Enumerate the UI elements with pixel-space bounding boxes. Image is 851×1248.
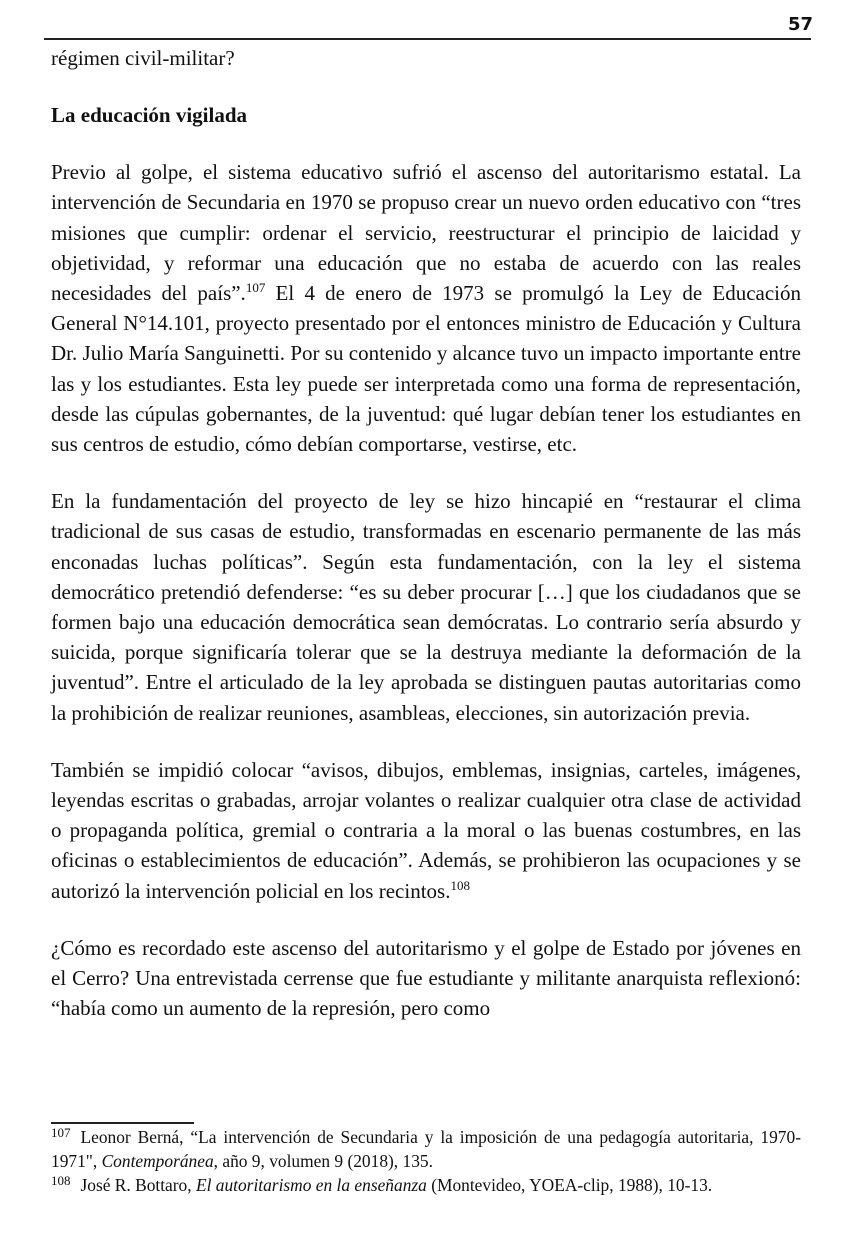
paragraph-1-text-a: Previo al golpe, el sistema educativo sufrió el ascenso del autoritarismo estatal. La intervención de Secundaria en 1970 se propuso crear un nuevo orden educativo con “tres misiones que cumplir: ordenar el servicio, reestructurar el principio de laicidad y objetividad, y reformar una educación que no estaba de acuerdo con las reales necesidades del país”. [51, 160, 801, 306]
paragraph-3-text: También se impidió colocar “avisos, dibujos, emblemas, insignias, carteles, imágenes, leyendas escritas o grabadas, arrojar volantes o realizar cualquier otra clase de actividad o propaganda política, gremial o contraria a la moral o las buenas costumbres, en las oficinas o establecimientos de educación”. Además, se prohibieron las ocupaciones y se autorizó la intervención policial en los recintos. [51, 757, 801, 903]
footnote-text: , año 9, volumen 9 (2018), 135. [213, 1151, 433, 1171]
footnote-108 [51, 1173, 801, 1197]
footnote-title: Contemporánea [101, 1151, 214, 1171]
footnote-text: José R. Bottaro, [80, 1175, 196, 1195]
footnote-107 [51, 1125, 801, 1173]
footnote-text: (Montevideo, YOEA-clip, 1988), 10-13. [426, 1175, 713, 1195]
section-heading: La educación vigilada [51, 103, 248, 128]
lead-in-text: régimen civil-militar? [51, 46, 235, 70]
header-rule [44, 38, 811, 40]
paragraph-1-text-b: El 4 de enero de 1973 se promulgó la Ley de Educación General N°14.101, proyecto presentado por el entonces ministro de Educación y Cultura Dr. Julio María Sanguinetti. Por su contenido y alcance tuvo un impacto importante entre las y los estudiantes. Esta ley puede ser interpretada como una forma de representación, desde las cúpulas gobernantes, de la juventud: qué lugar debían tener los estudiantes en sus centros de estudio, cómo debían comportarse, vestirse, etc. [51, 281, 801, 457]
paragraph-4: ¿Cómo es recordado este ascenso del autoritarismo y el golpe de Estado por jóvenes en el Cerro? Una entrevistada cerrense que fue estudiante y militante anarquista reflexionó: “había como un aumento de la represión, pero como [51, 935, 801, 1021]
footnote-number: 107 [51, 1125, 71, 1140]
paragraph-3 [51, 755, 801, 906]
page-number: 57 [787, 14, 813, 35]
paragraph-2: En la fundamentación del proyecto de ley se hizo hincapié en “restaurar el clima tradicional de sus casas de estudio, transformadas en escenario permanente de las más enconadas luchas políticas”. Según esta fundamentación, con la ley el sistema democrático pretendió defenderse: “es su deber procurar […] que los ciudadanos que se formen bajo una educación democrática sean demócratas. Lo contrario sería absurdo y suicida, porque significaría tolerar que se la destruya mediante la deformación de la juventud”. Entre el articulado de la ley aprobada se distinguen pautas autoritarias como la prohibición de realizar reuniones, asambleas, elecciones, sin autorización previa. [51, 489, 801, 725]
page-body [51, 43, 801, 1023]
footnote-ref-108[interactable]: 108 [450, 877, 470, 893]
footnote-rule [51, 1122, 194, 1124]
footnote-text: Leonor Berná, “La intervención de Secundaria y la imposición de una pedagogía autoritaria, 1970-1971", [51, 1127, 801, 1171]
footnote-title: El autoritarismo en la enseñanza [195, 1175, 427, 1195]
footnote-number: 108 [51, 1173, 71, 1188]
footnotes [51, 1125, 801, 1197]
paragraph-1 [51, 157, 801, 459]
footnote-ref-107[interactable]: 107 [245, 280, 266, 296]
